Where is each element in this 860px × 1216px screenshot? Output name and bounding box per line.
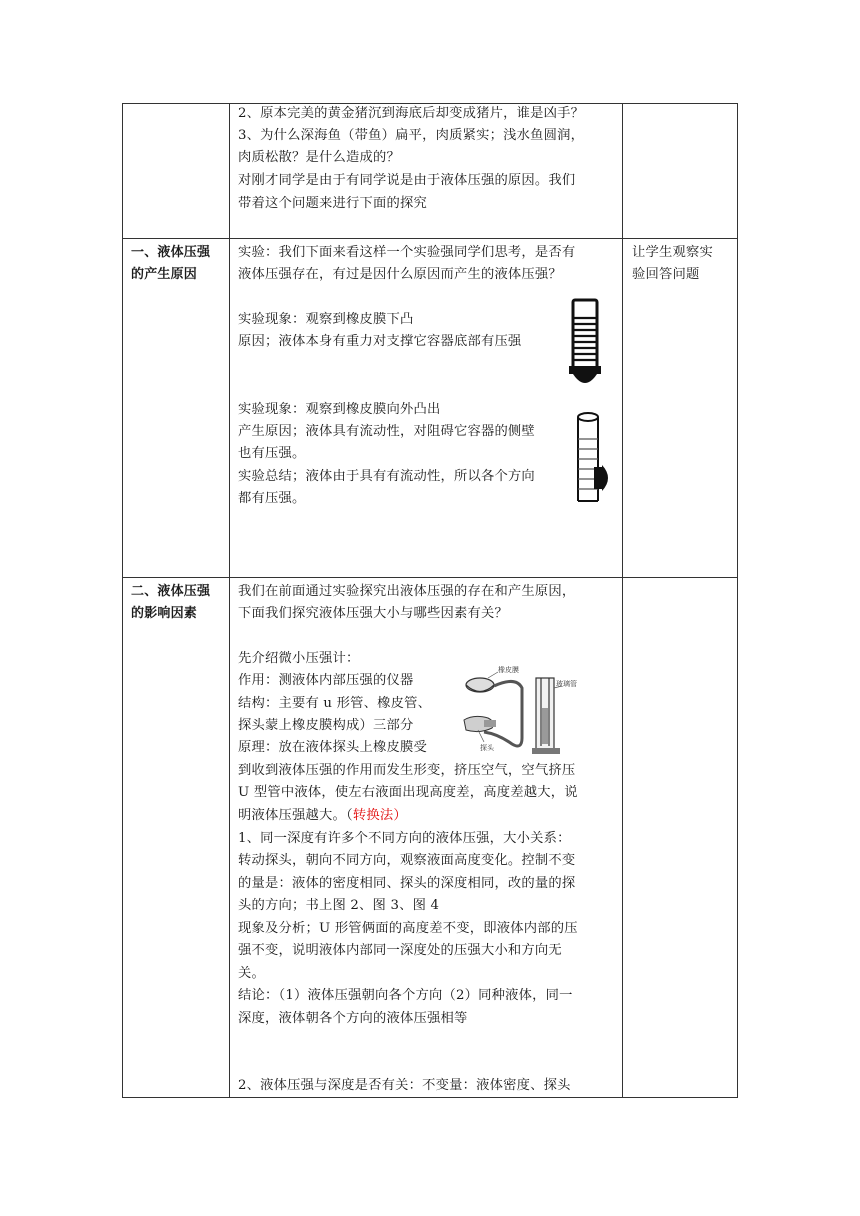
text-line: 液体压强存在，有过是因什么原因而产生的液体压强？: [238, 267, 562, 282]
section-heading-1: 一、液体压强: [131, 245, 211, 260]
row-divider-1: [123, 238, 737, 239]
text-line: 结论：（1）液体压强朝向各个方向（2）同种液体，同一: [238, 988, 573, 1003]
figure-label-tube: 玻璃管: [556, 680, 577, 688]
section-heading-2: 的影响因素: [131, 606, 198, 621]
figure-label-probe: 探头: [480, 744, 494, 752]
text-line: 1、同一深度有许多个不同方向的液体压强，大小关系：: [238, 831, 571, 846]
text-line: 探头蒙上橡皮膜构成）三部分: [238, 718, 414, 733]
row-divider-2: [123, 577, 737, 578]
figure-label-membrane: 橡皮膜: [498, 666, 519, 674]
principle-end: 明液体压强越大。（: [238, 808, 353, 823]
text-line: 肉质松散？是什么造成的？: [238, 150, 400, 165]
text-line: 头的方向；书上图 2、图 3、图 4: [238, 898, 440, 913]
pressure-gauge-figure: [458, 658, 578, 758]
text-line: 结构：主要有 u 形管、橡皮管、: [238, 696, 432, 711]
text-line: 也有压强。: [238, 446, 306, 461]
text-line: 现象及分析；U 形管俩面的高度差不变，即液体内部的压: [238, 921, 578, 936]
section-heading-1: 的产生原因: [131, 267, 198, 282]
text-line: 下面我们探究液体压强大小与哪些因素有关？: [238, 606, 508, 621]
text-line: 先介绍微小压强计：: [238, 651, 360, 666]
text-line: 对刚才同学是由于有同学说是由于液体压强的原因。我们: [238, 173, 576, 188]
text-line: 实验现象：观察到橡皮膜向外凸出: [238, 402, 441, 417]
bottom-membrane-tube-figure: [565, 296, 605, 390]
text-line: 强不变，说明液体内部同一深度处的压强大小和方向无: [238, 943, 562, 958]
text-line: 的量是：液体的密度相同、探头的深度相同，改的量的探: [238, 876, 576, 891]
section-heading-2: 二、液体压强: [131, 584, 211, 599]
text-line: 关。: [238, 966, 265, 981]
column-divider-2: [622, 104, 623, 1097]
text-line: 2、液体压强与深度是否有关：不变量：液体密度、探头: [238, 1078, 571, 1093]
text-line: 原因；液体本身有重力对支撑它容器底部有压强: [238, 334, 522, 349]
text-line: U 型管中液体，使左右液面出现高度差，高度差越大，说: [238, 785, 578, 800]
method-highlight: 转换法: [352, 808, 394, 823]
text-line: 2、原本完美的黄金猪沉到海底后却变成猪片，谁是凶手？: [238, 106, 585, 121]
text-line: 作用：测液体内部压强的仪器: [238, 673, 414, 688]
text-line: 转动探头，朝向不同方向，观察液面高度变化。控制不变: [238, 853, 576, 868]
text-line: 我们在前面通过实验探究出液体压强的存在和产生原因，: [238, 584, 576, 599]
method-close: ）: [393, 808, 407, 823]
text-line: 实验现象：观察到橡皮膜下凸: [238, 312, 414, 327]
teacher-note: 让学生观察实: [632, 245, 713, 260]
text-line: 产生原因；液体具有流动性，对阻碍它容器的侧壁: [238, 424, 535, 439]
text-line: 都有压强。: [238, 491, 306, 506]
text-line: 原理：放在液体探头上橡皮膜受: [238, 740, 427, 755]
text-line: 到收到液体压强的作用而发生形变，挤压空气，空气挤压: [238, 763, 576, 778]
side-membrane-tube-figure: [572, 409, 612, 507]
text-line: 深度，液体朝各个方向的液体压强相等: [238, 1011, 468, 1026]
text-line: 带着这个问题来进行下面的探究: [238, 196, 427, 211]
text-line: [238, 805, 407, 827]
text-line: 实验：我们下面来看这样一个实验强同学们思考，是否有: [238, 245, 576, 260]
teacher-note: 验回答问题: [632, 267, 700, 282]
text-line: 3、为什么深海鱼（带鱼）扁平，肉质紧实；浅水鱼圆润，: [238, 128, 585, 143]
text-line: 实验总结；液体由于具有有流动性，所以各个方向: [238, 469, 535, 484]
column-divider-1: [229, 104, 230, 1097]
